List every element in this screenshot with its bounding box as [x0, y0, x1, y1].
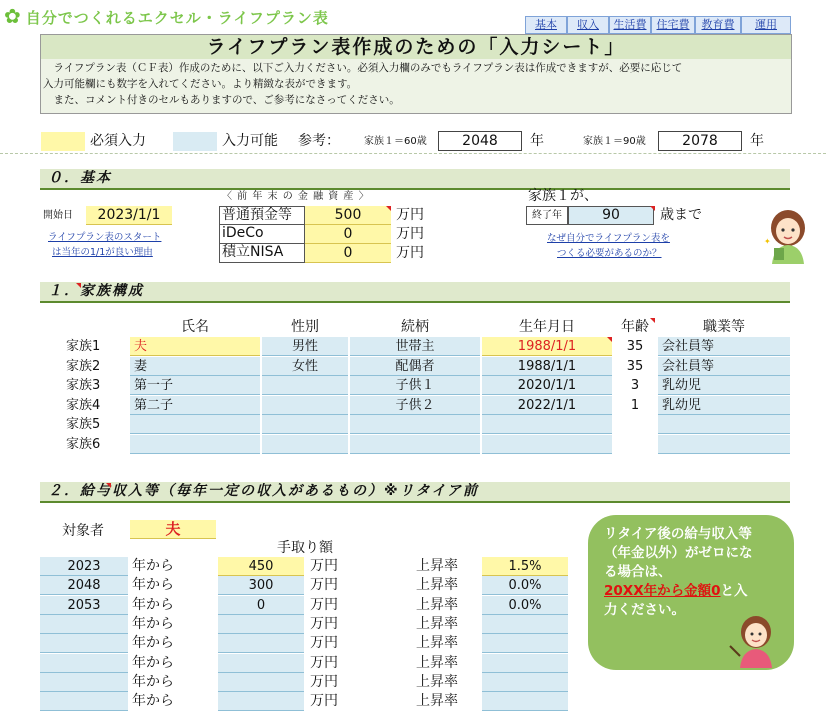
legend-required-swatch: [41, 132, 85, 151]
salary-amount-input[interactable]: [218, 692, 304, 711]
from-label: 年から: [132, 654, 174, 671]
asset-nisa-input[interactable]: 0: [305, 244, 391, 263]
legend-optional-swatch: [173, 132, 217, 151]
age90-label: 家族１＝90歳: [583, 136, 646, 147]
intro-line-3: また、コメント付きのセルもありますので、ご参考になさってください。: [43, 94, 400, 106]
salary-rate-input[interactable]: 0.0%: [482, 596, 568, 615]
amount-unit: 万円: [310, 596, 338, 613]
intro-line-1: ライフプラン表（ＣＦ表）作成のために、以下ご入力ください。必須入力欄のみでもライフプラン表は作成できますが、必要に応じて: [43, 62, 683, 74]
comment-marker: [106, 483, 111, 488]
section-family-title: １．家族構成: [40, 282, 790, 301]
amount-unit: 万円: [310, 558, 338, 574]
start-date-reason-link-1[interactable]: ライフプラン表のスタート: [48, 232, 162, 243]
section-basic-underline: [40, 188, 790, 190]
target-label: 対象者: [62, 523, 104, 539]
asset-label-nisa: 積立NISA: [219, 244, 305, 263]
age90-year-unit: 年: [750, 133, 764, 149]
salary-rate-input[interactable]: [482, 654, 568, 673]
from-label: 年から: [132, 673, 174, 690]
family-name-input[interactable]: 妻: [130, 357, 260, 376]
salary-year-input[interactable]: [40, 615, 128, 634]
family-birth-input[interactable]: 2020/1/1: [482, 376, 612, 395]
family-name-input[interactable]: 第一子: [130, 376, 260, 395]
from-label: 年から: [132, 635, 174, 652]
from-label: 年から: [132, 577, 174, 594]
assets-heading: 〈 前 年 末 の 金 融 資 産 〉: [222, 191, 370, 202]
family-row-label: 家族5: [62, 415, 128, 434]
family-sex-input[interactable]: [262, 396, 348, 415]
bubble-line-2: （年金以外）がゼロにな: [604, 545, 753, 561]
app-logo: [4, 4, 329, 28]
amount-unit: 万円: [310, 673, 338, 690]
tab-investment[interactable]: 運用: [741, 16, 791, 34]
bubble-line-3: る場合は、: [604, 564, 672, 580]
family-job-input[interactable]: 会社員等: [658, 337, 790, 356]
salary-year-input[interactable]: 2053: [40, 596, 128, 615]
family-row-label: 家族2: [62, 357, 128, 376]
intro-line-2: 入力可能欄にも数字を入れてください。より精緻な表ができます。: [43, 78, 358, 90]
family-sex-input[interactable]: [262, 435, 348, 454]
end-age-input[interactable]: 90: [568, 206, 654, 225]
salary-year-input[interactable]: [40, 692, 128, 711]
advisor-avatar-icon: [760, 206, 816, 266]
family-sex-input[interactable]: 女性: [262, 357, 348, 376]
rate-label: 上昇率: [416, 673, 458, 690]
comment-marker: [650, 318, 655, 323]
clover-icon: ✿: [4, 4, 22, 28]
start-date-label: 開始日: [43, 210, 73, 221]
legend-required-label: 必須入力: [90, 133, 146, 149]
rate-label: 上昇率: [416, 596, 458, 613]
family-relation-input[interactable]: 子供１: [350, 376, 480, 395]
salary-year-input[interactable]: [40, 673, 128, 692]
end-year-label: 終了年: [526, 206, 568, 225]
salary-amount-input[interactable]: [218, 654, 304, 673]
page-title: ライフプラン表作成のための「入力シート」: [40, 34, 792, 60]
asset-label-savings: 普通預金等: [219, 206, 305, 225]
salary-year-input[interactable]: 2023: [40, 557, 128, 576]
family-relation-input[interactable]: 配偶者: [350, 357, 480, 376]
col-header-job: 職業等: [703, 319, 745, 335]
family-relation-input[interactable]: 世帯主: [350, 337, 480, 356]
asset-label-ideco: iDeCo: [219, 225, 305, 244]
family-row-label: 家族6: [62, 435, 128, 454]
target-person-input[interactable]: 夫: [130, 520, 216, 539]
family-age-value: 35: [614, 357, 656, 376]
amount-unit: 万円: [310, 577, 338, 594]
bubble-highlight: 20XX年から金額0: [604, 583, 721, 599]
from-label: 年から: [132, 596, 174, 613]
family-age-value: 1: [614, 396, 656, 415]
reference-label: 参考：: [298, 133, 340, 149]
legend-optional-label: 入力可能: [222, 133, 278, 149]
start-date-input[interactable]: 2023/1/1: [86, 206, 172, 225]
amount-unit: 万円: [310, 615, 338, 632]
comment-marker: [650, 206, 655, 211]
intro-note: [40, 59, 792, 114]
family-name-input[interactable]: 第二子: [130, 396, 260, 415]
salary-rate-input[interactable]: [482, 692, 568, 711]
salary-year-input[interactable]: [40, 654, 128, 673]
end-age-suffix: 歳まで: [660, 207, 702, 223]
family-birth-input[interactable]: 2022/1/1: [482, 396, 612, 415]
rate-label: 上昇率: [416, 615, 458, 632]
family-sex-input[interactable]: [262, 376, 348, 395]
family-age-value: 3: [614, 376, 656, 395]
tab-income[interactable]: 収入: [567, 16, 609, 34]
start-date-reason-link-2[interactable]: は当年の1/1が良い理由: [52, 247, 153, 258]
family-sex-input[interactable]: 男性: [262, 337, 348, 356]
family-name-input[interactable]: [130, 415, 260, 434]
family-age-value: [614, 435, 656, 454]
age90-year: 2078: [658, 131, 742, 151]
family-age-value: [614, 415, 656, 434]
from-label: 年から: [132, 693, 174, 710]
salary-amount-input[interactable]: 0: [218, 596, 304, 615]
bubble-line-4-tail: と入: [720, 583, 748, 599]
from-label: 年から: [132, 558, 174, 574]
family-name-input[interactable]: 夫: [130, 337, 260, 356]
family1-label: 家族１が、: [528, 188, 598, 204]
from-label: 年から: [132, 615, 174, 632]
section-salary-underline: [40, 501, 790, 503]
why-create-link-1[interactable]: なぜ自分でライフプラン表を: [547, 233, 670, 244]
col-header-age: 年齢: [621, 319, 649, 335]
section-family-underline: [40, 301, 790, 303]
salary-rate-input[interactable]: 0.0%: [482, 576, 568, 595]
family-birth-input[interactable]: 1988/1/1: [482, 357, 612, 376]
family-job-input[interactable]: [658, 415, 790, 434]
col-header-sex: 性別: [291, 319, 319, 335]
age60-year: 2048: [438, 131, 522, 151]
comment-marker: [386, 206, 391, 211]
salary-rate-input[interactable]: [482, 673, 568, 692]
salary-rate-input[interactable]: 1.5%: [482, 557, 568, 576]
family-birth-input[interactable]: [482, 435, 612, 454]
rate-label: 上昇率: [416, 577, 458, 594]
family-row-label: 家族1: [62, 337, 128, 356]
family-job-input[interactable]: 会社員等: [658, 357, 790, 376]
family-birth-input[interactable]: [482, 415, 612, 434]
age60-year-unit: 年: [530, 133, 544, 149]
why-create-link-2[interactable]: つくる必要があるのか？: [557, 248, 662, 259]
tab-living-cost[interactable]: 生活費: [609, 16, 651, 34]
family-job-input[interactable]: 乳幼児: [658, 396, 790, 415]
col-header-name: 氏名: [181, 319, 209, 335]
salary-amount-input[interactable]: [218, 634, 304, 653]
age60-label: 家族１＝60歳: [364, 136, 427, 147]
family-relation-input[interactable]: 子供２: [350, 396, 480, 415]
takehome-heading: 手取り額: [277, 540, 333, 556]
salary-amount-input[interactable]: 300: [218, 576, 304, 595]
rate-label: 上昇率: [416, 654, 458, 671]
logo-text: 自分でつくれるエクセル・ライフプラン表: [25, 9, 329, 27]
bubble-line-1: リタイア後の給与収入等: [604, 526, 752, 542]
family-relation-input[interactable]: [350, 435, 480, 454]
family-birth-input[interactable]: 1988/1/1: [482, 337, 612, 356]
bubble-line-5: 力ください。: [604, 602, 685, 618]
asset-unit: 万円: [396, 207, 424, 223]
rate-label: 上昇率: [416, 693, 458, 710]
family-job-input[interactable]: [658, 435, 790, 454]
family-sex-input[interactable]: [262, 415, 348, 434]
salary-amount-input[interactable]: [218, 615, 304, 634]
salary-year-input[interactable]: [40, 634, 128, 653]
family-job-input[interactable]: 乳幼児: [658, 376, 790, 395]
comment-marker: [607, 337, 612, 342]
family-name-input[interactable]: [130, 435, 260, 454]
tab-education-cost[interactable]: 教育費: [695, 16, 741, 34]
section-basic-title: ０．基本: [40, 169, 790, 188]
family-age-value: 35: [614, 337, 656, 356]
salary-amount-input[interactable]: [218, 673, 304, 692]
family-row-label: 家族3: [62, 376, 128, 395]
asset-ideco-input[interactable]: 0: [305, 225, 391, 244]
asset-unit: 万円: [396, 226, 424, 242]
comment-marker: [76, 283, 81, 288]
svg-text:✦: ✦: [764, 237, 771, 246]
tab-housing-cost[interactable]: 住宅費: [651, 16, 695, 34]
salary-rate-input[interactable]: [482, 615, 568, 634]
divider: [0, 153, 826, 154]
rate-label: 上昇率: [416, 635, 458, 652]
col-header-birth: 生年月日: [519, 319, 575, 335]
tab-basic[interactable]: 基本: [525, 16, 567, 34]
amount-unit: 万円: [310, 654, 338, 671]
family-relation-input[interactable]: [350, 415, 480, 434]
advisor-pointing-avatar-icon: [728, 612, 780, 668]
salary-rate-input[interactable]: [482, 634, 568, 653]
section-salary-title: ２．給与収入等（毎年一定の収入があるもの）※リタイア前: [40, 482, 790, 501]
asset-unit: 万円: [396, 245, 424, 261]
amount-unit: 万円: [310, 635, 338, 652]
amount-unit: 万円: [310, 693, 338, 710]
salary-year-input[interactable]: 2048: [40, 576, 128, 595]
salary-amount-input[interactable]: 450: [218, 557, 304, 576]
family-row-label: 家族4: [62, 396, 128, 415]
asset-savings-input[interactable]: 500: [305, 206, 391, 225]
col-header-relation: 続柄: [401, 319, 429, 335]
rate-label: 上昇率: [416, 558, 458, 574]
